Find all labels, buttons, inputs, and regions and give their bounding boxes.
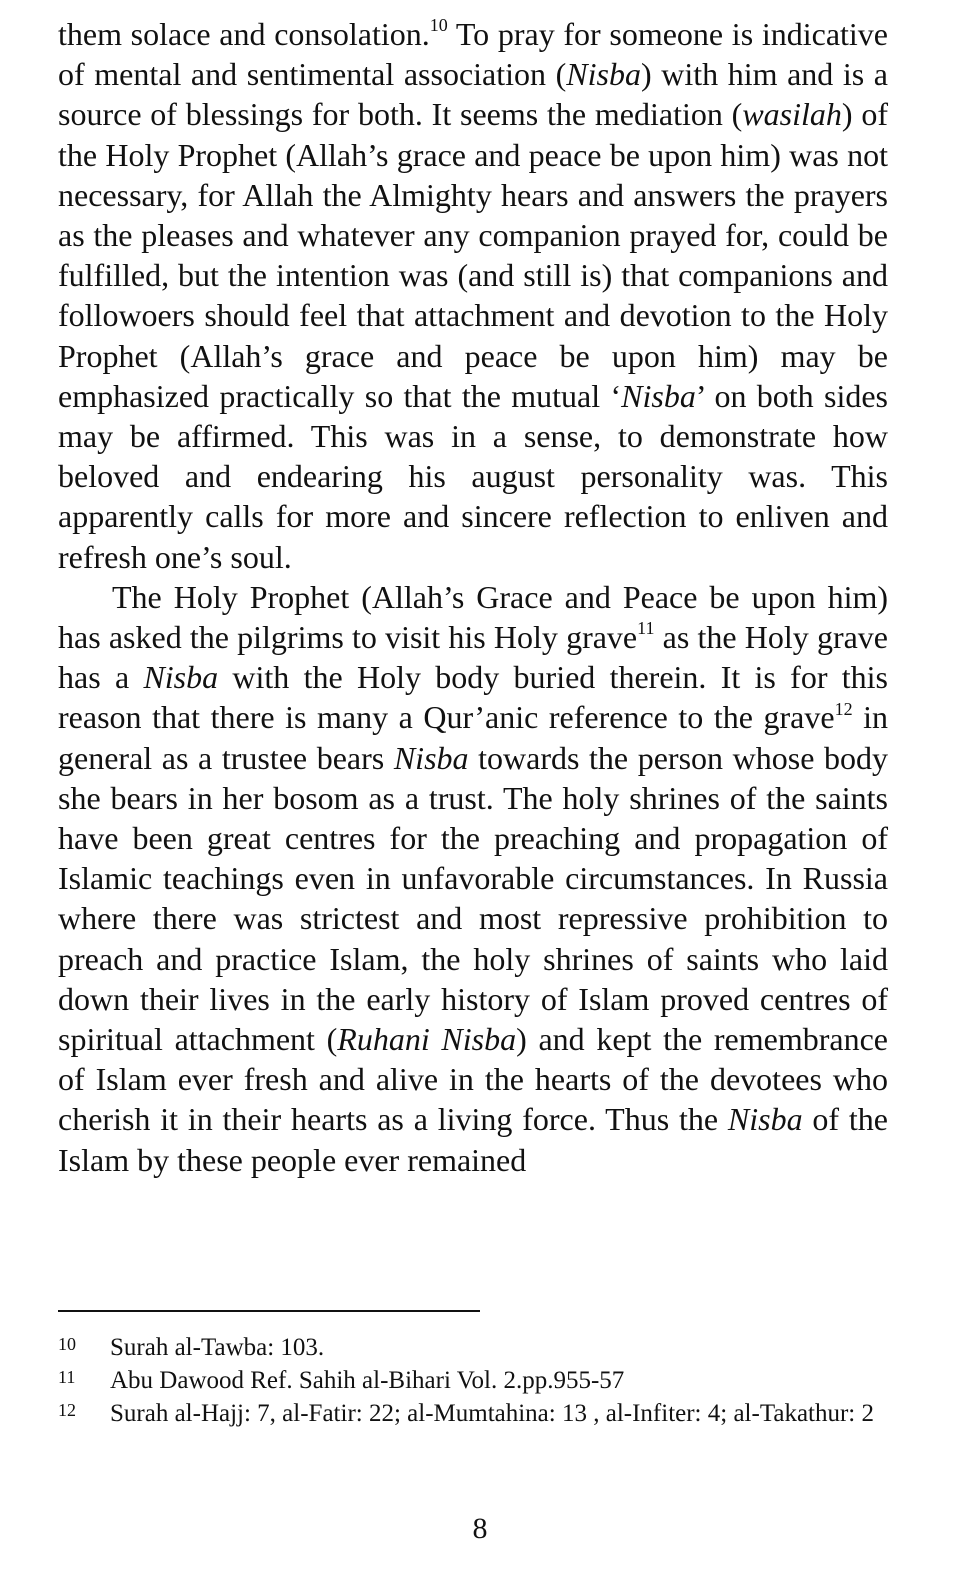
footnote-text: Abu Dawood Ref. Sahih al-Bihari Vol. 2.pp.955-57 [110,1367,625,1394]
italic-term: Ruhani Nisba [337,1021,517,1058]
text-run: of the Islam by these people ever remained [58,1101,889,1178]
text-run: them solace and consolation. [58,16,430,52]
italic-term: Nisba [566,56,641,93]
footnote-number: 11 [58,1367,76,1387]
text-run: ) of the Holy Prophet (Allah’s grace and peace be upon him) was not necessary, for Allah the Almighty hears and answers the prayers as the pleases and whatever any companion prayed for, could be fulfilled, but the intention was (and still is) that companions and followoers should feel that attachment and devotion to the Holy Prophet (Allah’s grace and peace be upon him) may be emphasized practically so that the mutual ‘ [58,96,889,414]
footnote-number: 10 [58,1334,76,1354]
italic-term: Nisba [727,1101,803,1138]
footnote-number: 12 [58,1400,76,1420]
text-run: To pray for someone is indicative of mental and sentimental association ( [58,16,889,93]
text-run: towards the person whose body she bears in her bosom as a trust. The holy shrines of the saints have been great centres for the preaching and propagation of Islamic teachings even in unfavorable circumstances. In Russia where there was strictest and most repressive prohibition to preach and practice Islam, the holy shrines of saints who laid down their lives in the early history of Islam proved centres of spiritual attachment ( [58,739,889,1058]
italic-term: Nisba [621,377,696,414]
text-run: ) and kept the remembrance of Islam ever fresh and alive in the hearts of the devotees who cherish it in their hearts as a living force. Thus the [58,1021,888,1138]
main-text [58,14,888,1180]
footnote-ref-10: 10 [429,15,448,36]
page-number: 8 [472,1512,488,1545]
footnotes [58,1333,888,1432]
footnote-text: Surah al-Hajj: 7, al-Fatir: 22; al-Mumtahina: 13 , al-Infiter: 4; al-Takathur: 2 [110,1400,875,1427]
italic-term: Nisba [393,739,469,776]
text-run: ) with him and is a source of blessings for both. It seems the mediation ( [58,56,888,133]
paragraph-1 [58,14,888,577]
footnote-ref-12: 12 [834,698,853,719]
footnote-10 [58,1333,888,1363]
text-run: with the Holy body buried therein. It is for this reason that there is many a Qur’anic reference to the grave [58,659,889,736]
paragraph-2 [58,577,888,1180]
footnote-text: Surah al-Tawba: 103. [110,1334,325,1361]
footnote-11 [58,1366,888,1396]
footnote-ref-11: 11 [637,618,655,639]
text-run: The Holy Prophet (Allah’s Grace and Peace be upon him) has asked the pilgrims to visit his Holy grave [58,578,888,656]
text-run: in general as a trustee bears [58,699,889,776]
italic-term: Nisba [143,659,219,696]
text-run: ’ on both sides may be affirmed. This was in a sense, to demonstrate how beloved and endearing his august personality was. This apparently calls for more and sincere reflection to enliven and refresh one’s soul. [58,377,889,575]
italic-term: wasilah [742,96,842,133]
footnote-12 [58,1399,888,1429]
footnote-divider [58,1310,480,1312]
text-run: as the Holy grave has a [58,619,889,696]
